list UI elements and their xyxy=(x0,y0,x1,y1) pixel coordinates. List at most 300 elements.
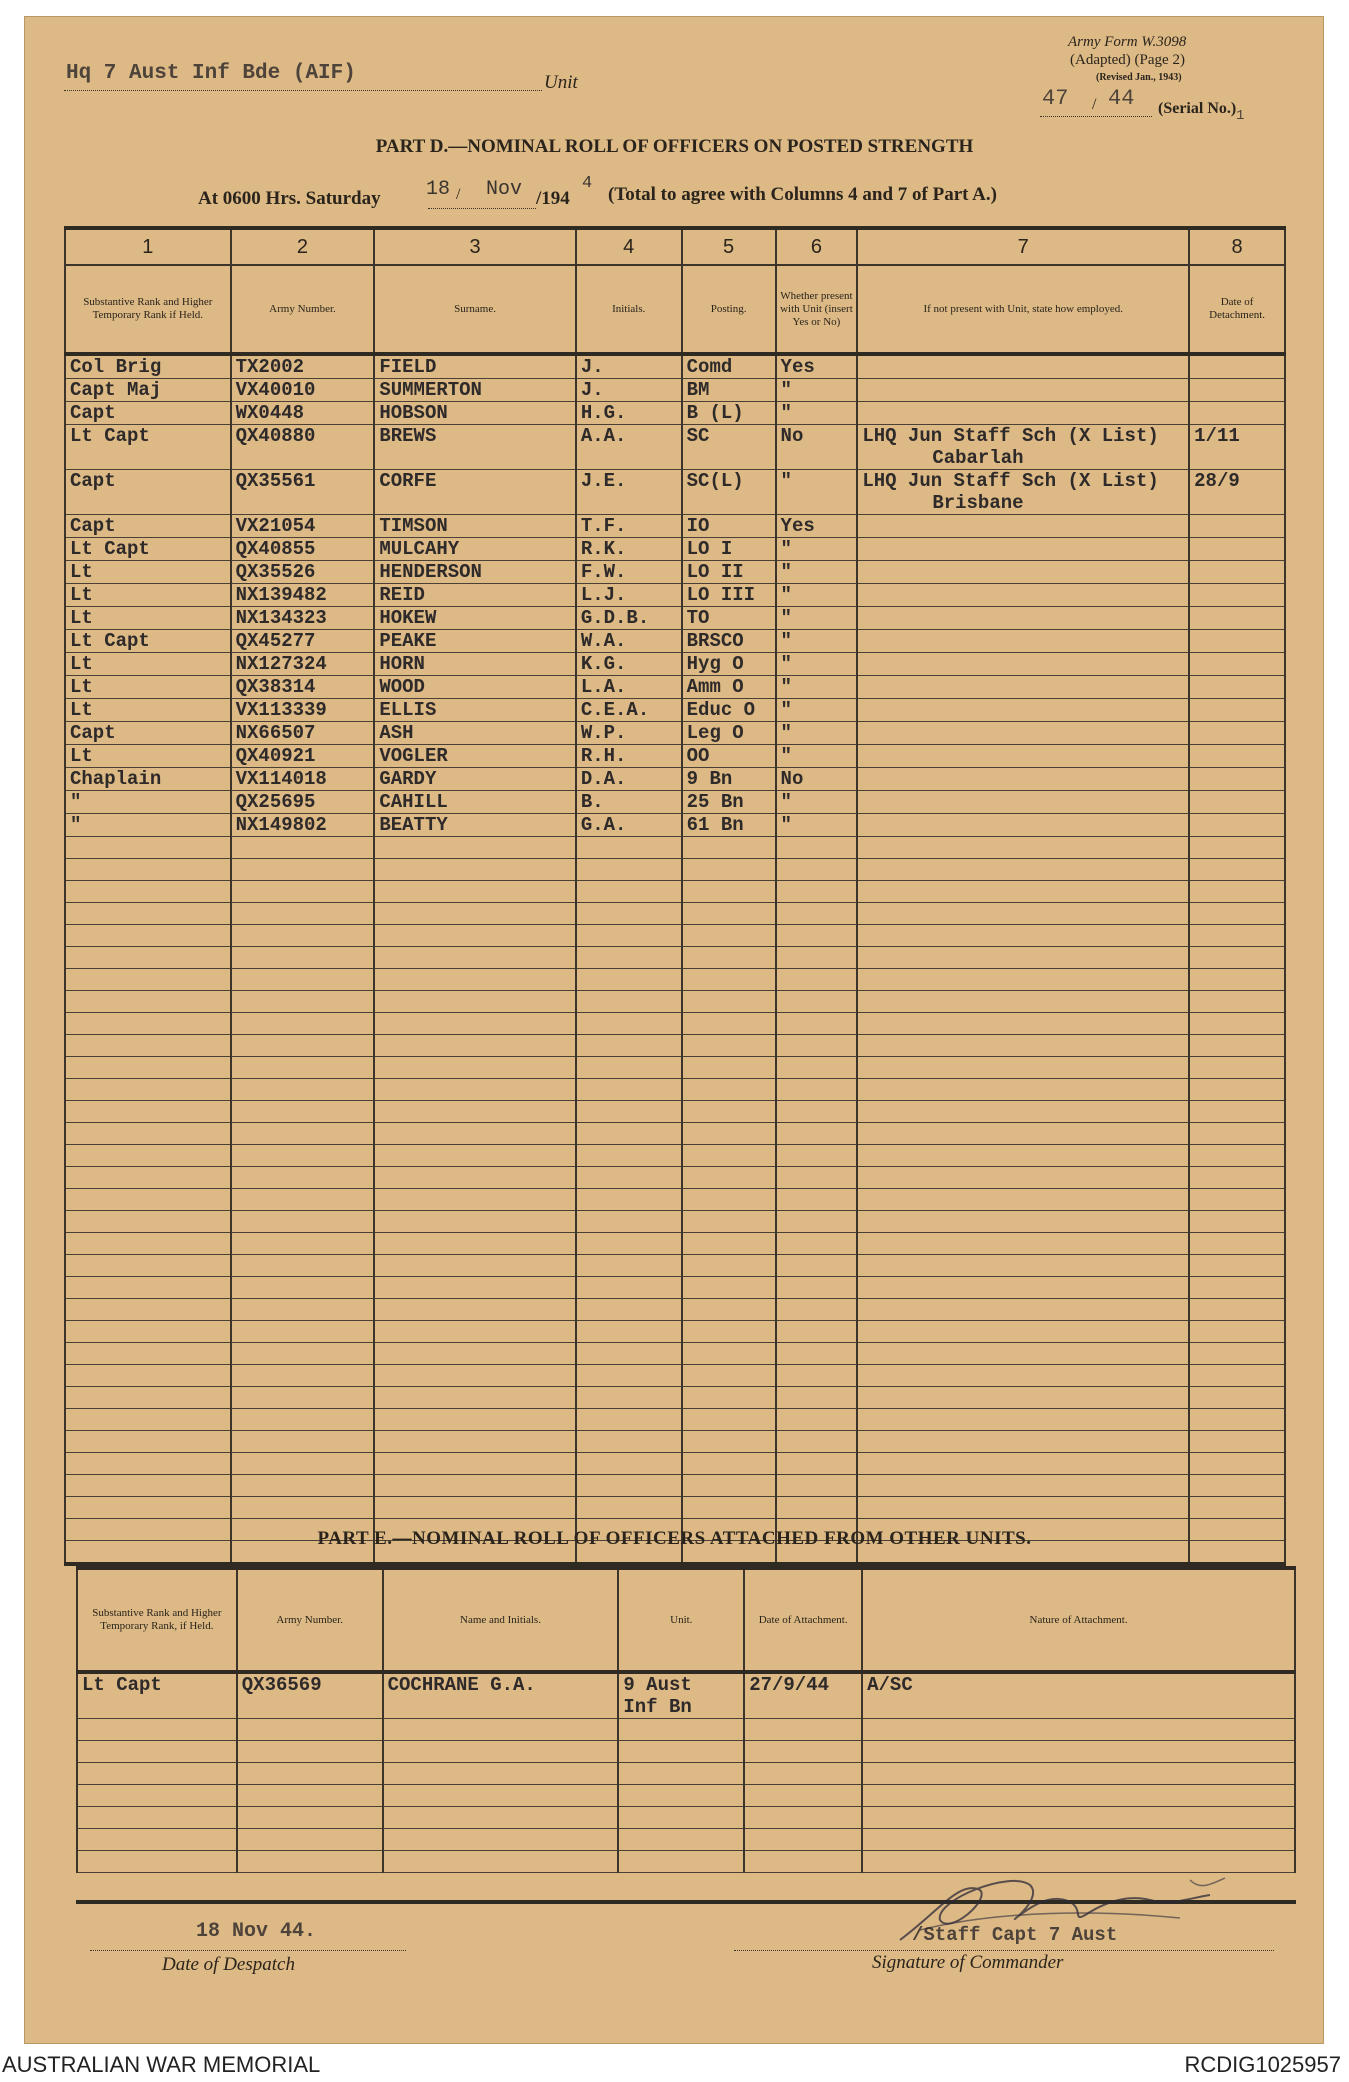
blank-cell xyxy=(231,991,375,1013)
serial-slash: / xyxy=(1092,96,1097,113)
blank-cell xyxy=(576,903,682,925)
blank-row xyxy=(65,1013,1285,1035)
cell-present-with-unit: " xyxy=(776,814,858,837)
cell-army-number: QX35526 xyxy=(231,561,375,584)
cell-rank: Lt Capt xyxy=(77,1672,237,1719)
blank-row xyxy=(65,1167,1285,1189)
blank-cell xyxy=(862,1807,1295,1829)
blank-cell xyxy=(65,1211,231,1233)
blank-cell xyxy=(857,859,1189,881)
cell-army-number: QX40921 xyxy=(231,745,375,768)
blank-cell xyxy=(65,1057,231,1079)
cell-detachment-date xyxy=(1189,402,1285,425)
column-header-attachment-nature: Nature of Attachment. xyxy=(862,1568,1295,1672)
part-d-column-numbers xyxy=(65,228,1285,265)
blank-cell xyxy=(65,1123,231,1145)
blank-cell xyxy=(374,1431,575,1453)
blank-row xyxy=(65,1211,1285,1233)
blank-cell xyxy=(857,925,1189,947)
form-name: Army Form W.3098 xyxy=(1068,34,1187,50)
blank-row xyxy=(65,1233,1285,1255)
blank-cell xyxy=(65,837,231,859)
blank-row xyxy=(65,1255,1285,1277)
blank-row xyxy=(65,1145,1285,1167)
cell-army-number: VX113339 xyxy=(231,699,375,722)
blank-row xyxy=(65,1189,1285,1211)
cell-how-employed xyxy=(857,653,1189,676)
part-d-at-text: At 0600 Hrs. Saturday xyxy=(198,188,381,209)
how-employed-line: LHQ Jun Staff Sch (X List) xyxy=(862,425,1159,447)
serial-value-b: 44 xyxy=(1108,86,1135,111)
blank-cell xyxy=(857,1365,1189,1387)
cell-detachment-date: 1/11 xyxy=(1189,425,1285,470)
blank-cell xyxy=(576,1145,682,1167)
cell-posting: LO III xyxy=(682,584,776,607)
table-row xyxy=(65,402,1285,425)
cell-surname: BEATTY xyxy=(374,814,575,837)
caption-strip xyxy=(0,2044,1349,2082)
cell-initials: G.A. xyxy=(576,814,682,837)
blank-cell xyxy=(776,1255,858,1277)
cell-initials: C.E.A. xyxy=(576,699,682,722)
blank-cell xyxy=(576,991,682,1013)
blank-cell xyxy=(1189,1431,1285,1453)
table-row xyxy=(65,768,1285,791)
cell-posting: B (L) xyxy=(682,402,776,425)
table-row xyxy=(65,630,1285,653)
table-row xyxy=(65,584,1285,607)
blank-cell xyxy=(231,1123,375,1145)
blank-cell xyxy=(776,1167,858,1189)
blank-cell xyxy=(776,969,858,991)
unit-label: Unit xyxy=(544,72,578,93)
blank-cell xyxy=(231,1057,375,1079)
blank-cell xyxy=(744,1785,862,1807)
blank-row xyxy=(65,837,1285,859)
blank-cell xyxy=(682,1233,776,1255)
blank-cell xyxy=(231,881,375,903)
cell-surname: VOGLER xyxy=(374,745,575,768)
cell-rank: Capt xyxy=(65,722,231,745)
blank-cell xyxy=(1189,991,1285,1013)
blank-cell xyxy=(857,1299,1189,1321)
cell-how-employed xyxy=(857,607,1189,630)
blank-row xyxy=(65,1343,1285,1365)
cell-how-employed xyxy=(857,354,1189,379)
blank-cell xyxy=(776,991,858,1013)
cell-surname: WOOD xyxy=(374,676,575,699)
cell-surname: GARDY xyxy=(374,768,575,791)
blank-cell xyxy=(383,1785,619,1807)
blank-cell xyxy=(576,925,682,947)
cell-posting: Leg O xyxy=(682,722,776,745)
despatch-underline xyxy=(90,1950,406,1951)
table-row xyxy=(65,538,1285,561)
blank-cell xyxy=(618,1807,744,1829)
blank-cell xyxy=(1189,881,1285,903)
blank-cell xyxy=(857,1211,1189,1233)
cell-army-number: QX36569 xyxy=(237,1672,383,1719)
blank-cell xyxy=(682,925,776,947)
blank-cell xyxy=(776,1431,858,1453)
how-employed-location: Cabarlah xyxy=(932,447,1024,469)
blank-cell xyxy=(857,837,1189,859)
blank-cell xyxy=(374,1123,575,1145)
cell-initials: W.P. xyxy=(576,722,682,745)
blank-cell xyxy=(374,947,575,969)
blank-cell xyxy=(237,1741,383,1763)
cell-detachment-date xyxy=(1189,722,1285,745)
cell-rank: Chaplain xyxy=(65,768,231,791)
blank-cell xyxy=(682,1189,776,1211)
blank-cell xyxy=(776,1233,858,1255)
column-header-number: Army Number. xyxy=(231,265,375,354)
blank-cell xyxy=(576,859,682,881)
blank-cell xyxy=(374,1211,575,1233)
blank-cell xyxy=(776,1211,858,1233)
column-number: 7 xyxy=(857,228,1189,265)
commander-title: /Staff Capt 7 Aust xyxy=(912,1924,1118,1946)
blank-cell xyxy=(65,859,231,881)
blank-cell xyxy=(744,1851,862,1873)
blank-cell xyxy=(857,1233,1189,1255)
cell-army-number: NX66507 xyxy=(231,722,375,745)
table-row xyxy=(65,676,1285,699)
blank-cell xyxy=(65,1277,231,1299)
blank-cell xyxy=(776,1013,858,1035)
cell-how-employed xyxy=(857,402,1189,425)
cell-detachment-date xyxy=(1189,814,1285,837)
blank-cell xyxy=(231,969,375,991)
blank-cell xyxy=(374,991,575,1013)
blank-cell xyxy=(65,1145,231,1167)
cell-how-employed xyxy=(857,814,1189,837)
blank-row xyxy=(65,1321,1285,1343)
blank-row xyxy=(77,1741,1295,1763)
blank-cell xyxy=(857,1035,1189,1057)
blank-row xyxy=(65,1431,1285,1453)
blank-cell xyxy=(682,1035,776,1057)
blank-cell xyxy=(857,1167,1189,1189)
blank-cell xyxy=(237,1807,383,1829)
blank-cell xyxy=(1189,1079,1285,1101)
blank-cell xyxy=(1189,1387,1285,1409)
blank-cell xyxy=(744,1829,862,1851)
blank-cell xyxy=(1189,1343,1285,1365)
blank-row xyxy=(65,1409,1285,1431)
blank-cell xyxy=(383,1719,619,1741)
column-header-present: Whether present with Unit (insert Yes or No) xyxy=(776,265,858,354)
blank-cell xyxy=(65,969,231,991)
cell-surname: SUMMERTON xyxy=(374,379,575,402)
blank-cell xyxy=(682,1431,776,1453)
blank-cell xyxy=(682,1277,776,1299)
blank-cell xyxy=(65,1343,231,1365)
blank-cell xyxy=(1189,947,1285,969)
form-adapted: (Adapted) (Page 2) xyxy=(1070,52,1185,68)
cell-detachment-date xyxy=(1189,561,1285,584)
blank-cell xyxy=(862,1719,1295,1741)
blank-cell xyxy=(862,1785,1295,1807)
blank-cell xyxy=(231,1189,375,1211)
blank-cell xyxy=(65,1255,231,1277)
table-row xyxy=(65,722,1285,745)
signature-underline xyxy=(734,1950,1274,1951)
cell-how-employed xyxy=(857,470,1189,515)
blank-cell xyxy=(374,859,575,881)
blank-cell xyxy=(576,1101,682,1123)
table-row xyxy=(65,379,1285,402)
blank-cell xyxy=(65,1475,231,1497)
blank-cell xyxy=(374,1387,575,1409)
cell-rank: Lt xyxy=(65,653,231,676)
blank-cell xyxy=(576,1189,682,1211)
blank-cell xyxy=(374,1101,575,1123)
column-header-attachment-date: Date of Attachment. xyxy=(744,1568,862,1672)
blank-cell xyxy=(776,947,858,969)
blank-cell xyxy=(576,1475,682,1497)
table-row xyxy=(65,425,1285,470)
cell-present-with-unit: No xyxy=(776,768,858,791)
blank-row xyxy=(65,1101,1285,1123)
blank-cell xyxy=(682,969,776,991)
blank-cell xyxy=(776,837,858,859)
blank-row xyxy=(65,881,1285,903)
blank-cell xyxy=(1189,837,1285,859)
cell-present-with-unit: Yes xyxy=(776,515,858,538)
blank-row xyxy=(65,1277,1285,1299)
blank-cell xyxy=(1189,969,1285,991)
blank-cell xyxy=(65,991,231,1013)
blank-cell xyxy=(1189,1167,1285,1189)
blank-row xyxy=(65,969,1285,991)
blank-cell xyxy=(682,1079,776,1101)
blank-cell xyxy=(237,1851,383,1873)
blank-cell xyxy=(576,1497,682,1519)
cell-detachment-date xyxy=(1189,699,1285,722)
blank-cell xyxy=(576,1035,682,1057)
column-number: 6 xyxy=(776,228,858,265)
cell-how-employed xyxy=(857,630,1189,653)
blank-cell xyxy=(776,1189,858,1211)
cell-attachment-nature: A/SC xyxy=(862,1672,1295,1719)
cell-rank: Lt xyxy=(65,584,231,607)
blank-cell xyxy=(1189,1233,1285,1255)
cell-initials: G.D.B. xyxy=(576,607,682,630)
cell-initials: R.H. xyxy=(576,745,682,768)
blank-row xyxy=(65,1475,1285,1497)
cell-initials: J. xyxy=(576,354,682,379)
blank-cell xyxy=(682,1497,776,1519)
blank-cell xyxy=(231,1145,375,1167)
blank-cell xyxy=(682,859,776,881)
cell-army-number: QX40880 xyxy=(231,425,375,470)
blank-row xyxy=(65,991,1285,1013)
blank-cell xyxy=(65,1233,231,1255)
cell-posting: OO xyxy=(682,745,776,768)
blank-cell xyxy=(776,1387,858,1409)
cell-army-number: TX2002 xyxy=(231,354,375,379)
blank-cell xyxy=(776,903,858,925)
part-d-date-month: Nov xyxy=(486,178,523,201)
blank-row xyxy=(65,1497,1285,1519)
blank-cell xyxy=(857,1101,1189,1123)
blank-cell xyxy=(862,1763,1295,1785)
blank-cell xyxy=(576,1343,682,1365)
blank-cell xyxy=(1189,1101,1285,1123)
despatch-value: 18 Nov 44. xyxy=(196,1920,317,1943)
cell-initials: B. xyxy=(576,791,682,814)
cell-rank: Capt xyxy=(65,470,231,515)
blank-cell xyxy=(231,1387,375,1409)
blank-row xyxy=(65,1123,1285,1145)
cell-detachment-date xyxy=(1189,584,1285,607)
blank-cell xyxy=(857,1453,1189,1475)
blank-row xyxy=(65,925,1285,947)
part-e-column-headers xyxy=(77,1568,1295,1672)
cell-surname: BREWS xyxy=(374,425,575,470)
caption-left: AUSTRALIAN WAR MEMORIAL xyxy=(2,2052,321,2077)
blank-row xyxy=(65,1299,1285,1321)
blank-cell xyxy=(237,1719,383,1741)
blank-cell xyxy=(65,1189,231,1211)
blank-cell xyxy=(383,1741,619,1763)
blank-cell xyxy=(682,1475,776,1497)
blank-cell xyxy=(383,1851,619,1873)
blank-cell xyxy=(857,1431,1189,1453)
cell-detachment-date xyxy=(1189,745,1285,768)
blank-cell xyxy=(776,1475,858,1497)
cell-present-with-unit: " xyxy=(776,470,858,515)
blank-cell xyxy=(383,1807,619,1829)
blank-cell xyxy=(231,1013,375,1035)
blank-cell xyxy=(576,837,682,859)
blank-cell xyxy=(576,1255,682,1277)
blank-cell xyxy=(776,1321,858,1343)
blank-row xyxy=(77,1785,1295,1807)
blank-cell xyxy=(231,1035,375,1057)
blank-cell xyxy=(231,1079,375,1101)
blank-cell xyxy=(77,1741,237,1763)
cell-posting: TO xyxy=(682,607,776,630)
blank-cell xyxy=(65,1035,231,1057)
part-d-total-note: (Total to agree with Columns 4 and 7 of Part A.) xyxy=(608,184,997,205)
blank-cell xyxy=(65,1321,231,1343)
blank-cell xyxy=(776,1497,858,1519)
blank-cell xyxy=(776,1343,858,1365)
how-employed-line: LHQ Jun Staff Sch (X List) xyxy=(862,470,1159,492)
blank-cell xyxy=(374,1013,575,1035)
cell-army-number: WX0448 xyxy=(231,402,375,425)
blank-cell xyxy=(857,1013,1189,1035)
table-row xyxy=(65,791,1285,814)
blank-cell xyxy=(374,1189,575,1211)
blank-cell xyxy=(682,1453,776,1475)
blank-cell xyxy=(618,1829,744,1851)
serial-value-a: 47 xyxy=(1042,86,1069,111)
blank-cell xyxy=(65,1453,231,1475)
blank-row xyxy=(77,1719,1295,1741)
blank-cell xyxy=(231,859,375,881)
blank-cell xyxy=(65,881,231,903)
cell-name-and-initials: COCHRANE G.A. xyxy=(383,1672,619,1719)
cell-present-with-unit: " xyxy=(776,676,858,699)
cell-detachment-date xyxy=(1189,768,1285,791)
blank-cell xyxy=(776,1057,858,1079)
column-header-surname: Surname. xyxy=(374,265,575,354)
cell-how-employed xyxy=(857,722,1189,745)
cell-unit xyxy=(618,1672,744,1719)
blank-cell xyxy=(682,947,776,969)
blank-cell xyxy=(857,1497,1189,1519)
blank-cell xyxy=(682,1343,776,1365)
blank-cell xyxy=(682,903,776,925)
cell-army-number: QX35561 xyxy=(231,470,375,515)
cell-how-employed xyxy=(857,768,1189,791)
blank-cell xyxy=(374,1233,575,1255)
blank-cell xyxy=(744,1719,862,1741)
table-row xyxy=(65,470,1285,515)
blank-cell xyxy=(77,1785,237,1807)
blank-cell xyxy=(374,1365,575,1387)
blank-cell xyxy=(1189,1057,1285,1079)
cell-rank: Lt Capt xyxy=(65,538,231,561)
cell-posting: LO II xyxy=(682,561,776,584)
blank-row xyxy=(65,1365,1285,1387)
blank-cell xyxy=(576,1431,682,1453)
cell-surname: CAHILL xyxy=(374,791,575,814)
column-number: 1 xyxy=(65,228,231,265)
blank-cell xyxy=(237,1763,383,1785)
blank-cell xyxy=(374,1497,575,1519)
blank-cell xyxy=(576,1211,682,1233)
blank-row xyxy=(65,1387,1285,1409)
blank-cell xyxy=(231,903,375,925)
blank-cell xyxy=(231,1475,375,1497)
cell-army-number: VX40010 xyxy=(231,379,375,402)
cell-posting: LO I xyxy=(682,538,776,561)
cell-army-number: VX114018 xyxy=(231,768,375,791)
blank-cell xyxy=(618,1763,744,1785)
cell-posting: SC xyxy=(682,425,776,470)
blank-cell xyxy=(857,1387,1189,1409)
column-header-number: Army Number. xyxy=(237,1568,383,1672)
blank-cell xyxy=(576,1013,682,1035)
blank-cell xyxy=(857,1079,1189,1101)
blank-cell xyxy=(231,947,375,969)
serial-mark: 1 xyxy=(1236,108,1245,124)
unit-underline xyxy=(64,90,542,91)
column-number: 5 xyxy=(682,228,776,265)
column-header-detachment-date: Date of Detachment. xyxy=(1189,265,1285,354)
blank-cell xyxy=(65,1079,231,1101)
cell-present-with-unit: Yes xyxy=(776,354,858,379)
cell-surname: HENDERSON xyxy=(374,561,575,584)
cell-army-number: NX134323 xyxy=(231,607,375,630)
blank-cell xyxy=(744,1763,862,1785)
table-row xyxy=(65,561,1285,584)
cell-surname: FIELD xyxy=(374,354,575,379)
blank-cell xyxy=(576,1123,682,1145)
blank-cell xyxy=(77,1763,237,1785)
cell-army-number: NX149802 xyxy=(231,814,375,837)
blank-cell xyxy=(682,1387,776,1409)
cell-rank: Lt xyxy=(65,676,231,699)
blank-cell xyxy=(1189,1211,1285,1233)
column-header-rank: Substantive Rank and Higher Temporary Rank if Held. xyxy=(65,265,231,354)
blank-cell xyxy=(231,837,375,859)
cell-initials: L.A. xyxy=(576,676,682,699)
